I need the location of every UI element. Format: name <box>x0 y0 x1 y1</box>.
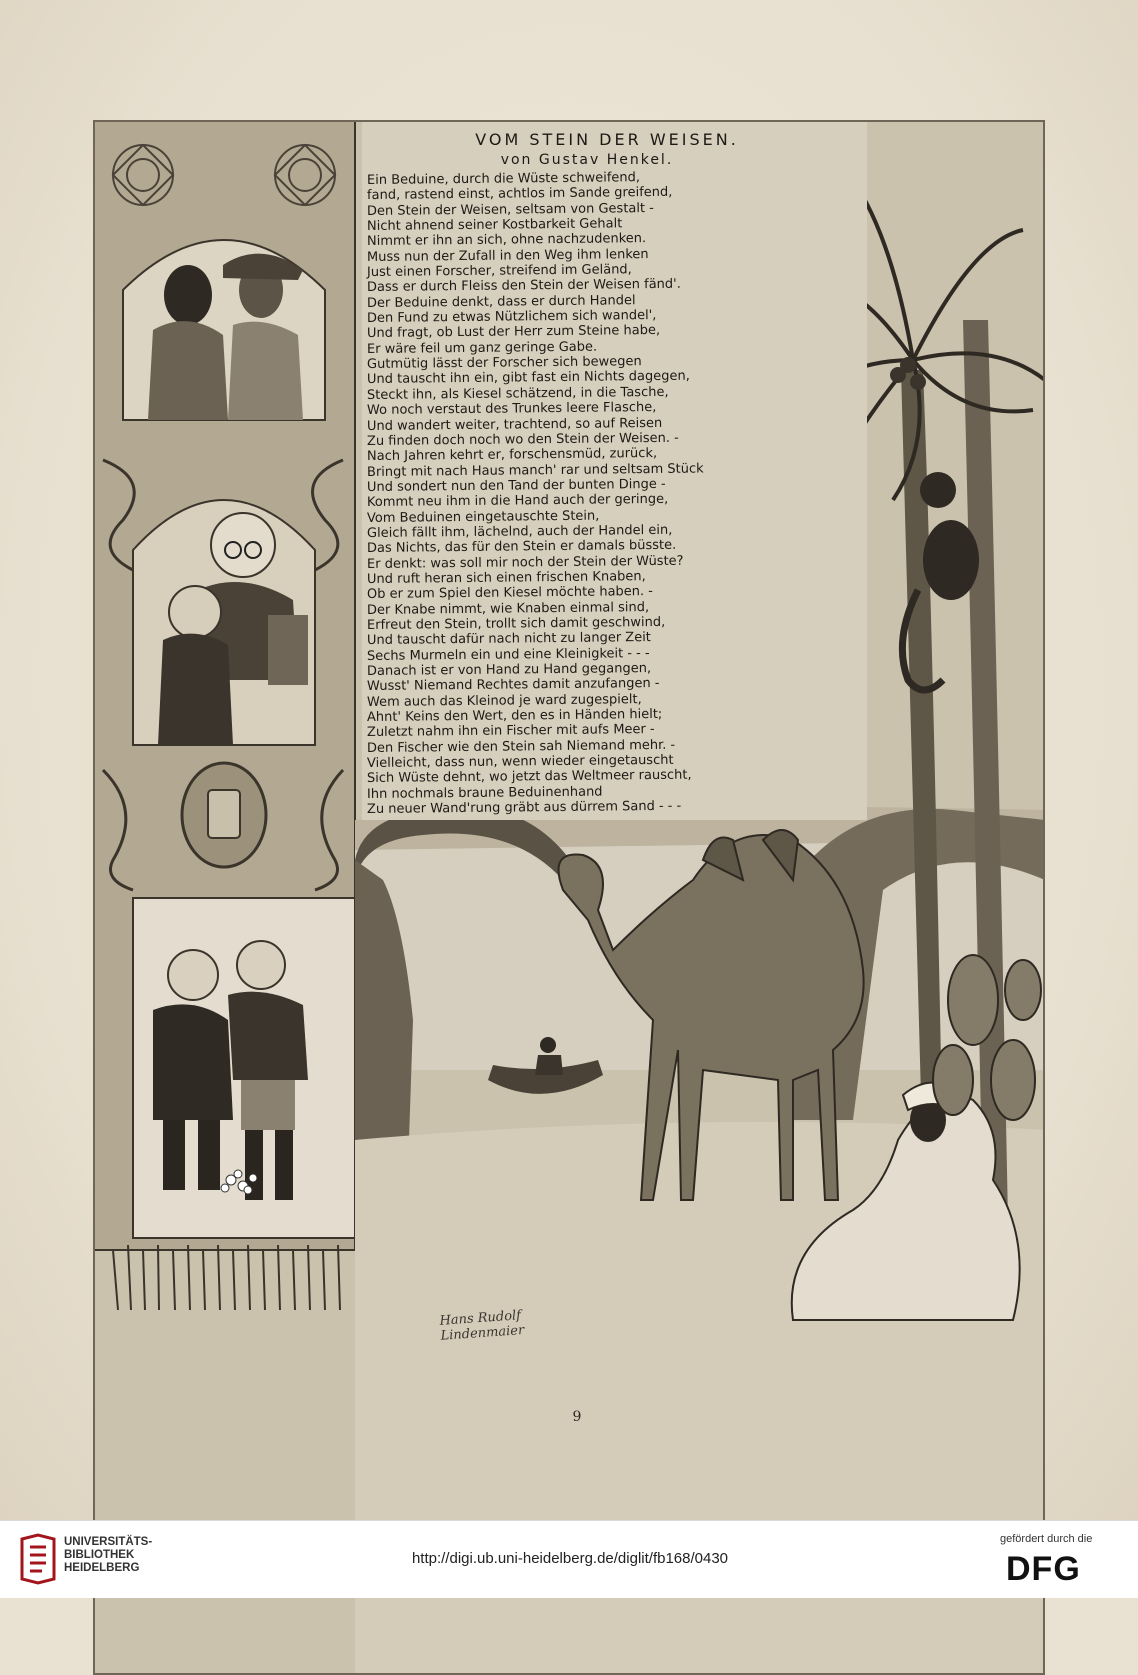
poem-line: Ihn nochmals braune Beduinenhand <box>366 784 603 802</box>
poem-line: Das Nichts, das für den Stein er damals büsste. <box>366 538 677 557</box>
poem-line: Und sondert nun den Tand der bunten Dinge - <box>366 476 666 495</box>
poem-line: Wo noch verstaut des Trunkes leere Flasche, <box>366 400 657 419</box>
poem-line: Sechs Murmeln ein und eine Kleinigkeit - - - <box>366 645 650 664</box>
poem-line: Sich Wüste dehnt, wo jetzt das Weltmeer rauscht, <box>366 768 692 787</box>
university-library-logo[interactable] <box>18 1533 58 1585</box>
poem-line: Gutmütig lässt der Forscher sich bewegen <box>366 354 642 373</box>
poem-line: Er denkt: was soll mir noch der Stein der Wüste? <box>366 553 684 572</box>
poem-line: Den Fischer wie den Stein sah Niemand mehr. - <box>366 737 676 756</box>
poem-line: Der Beduine denkt, dass er durch Handel <box>366 292 636 311</box>
poem-line: Er wäre feil um ganz geringe Gabe. <box>366 339 598 357</box>
library-name-line-3: HEIDELBERG <box>64 1562 140 1574</box>
sponsor-caption: gefördert durch die <box>1000 1533 1093 1545</box>
poem-line: Der Knabe nimmt, wie Knaben einmal sind, <box>366 599 650 618</box>
permalink-url[interactable]: http://digi.ub.uni-heidelberg.de/diglit/fb168/0430 <box>411 1550 729 1567</box>
poem-author: von Gustav Henkel. <box>500 152 674 168</box>
poem-line: Bringt mit nach Haus manch' rar und seltsam Stück <box>366 461 704 480</box>
poem-title: VOM STEIN DER WEISEN. <box>475 130 739 149</box>
poem-line: Wem auch das Kleinod je ward zugespielt, <box>366 691 642 710</box>
poem-line: Vom Beduinen eingetauschte Stein, <box>366 508 600 526</box>
poem-line: Vielleicht, dass nun, wenn wieder eingetauscht <box>366 752 674 772</box>
library-name-line-1: UNIVERSITÄTS- <box>64 1536 153 1548</box>
poem-line: Und tauscht dafür nach nicht zu langer Zeit <box>366 630 651 649</box>
poem-block <box>367 118 867 817</box>
artist-signature: Hans Rudolf Lindenmaier <box>439 1308 525 1344</box>
poem-line: Zuletzt nahm ihn ein Fischer mit aufs Meer - <box>366 722 655 741</box>
poem-line: Und wandert weiter, trachtend, so auf Reisen <box>366 415 663 434</box>
poem-line: Ahnt' Keins den Wert, den es in Händen hielt; <box>366 706 663 726</box>
poem-line: Gleich fällt ihm, lächelnd, auch der Handel ein, <box>366 522 673 541</box>
library-name-line-2: BIBLIOTHEK <box>64 1549 135 1561</box>
dfg-logo[interactable]: DFG <box>1006 1550 1081 1588</box>
poem-line: Den Stein der Weisen, seltsam von Gestalt - <box>366 200 654 219</box>
poem-line: Muss nun der Zufall in den Weg ihm lenken <box>366 246 649 265</box>
poem-line: Ein Beduine, durch die Wüste schweifend, <box>366 170 641 188</box>
poem-line: Nach Jahren kehrt er, forschensmüd, zurück, <box>366 446 658 465</box>
poem-line: Dass er durch Fleiss den Stein der Weisen fänd'. <box>366 277 681 296</box>
poem-lines <box>366 170 867 818</box>
poem-line: Danach ist er von Hand zu Hand gegangen, <box>366 661 652 679</box>
poem-line: Ob er zum Spiel den Kiesel möchte haben. - <box>366 584 654 603</box>
poem-line: Zu finden doch noch wo den Stein der Weisen. - <box>366 430 679 449</box>
poem-line: Den Fund zu etwas Nützlichem sich wandel', <box>366 308 657 327</box>
library-name[interactable] <box>64 1536 204 1575</box>
poem-line: Erfreut den Stein, trollt sich damit geschwind, <box>366 614 666 633</box>
page-number: 9 <box>572 1409 582 1425</box>
poem-line: Zu neuer Wand'rung gräbt aus dürrem Sand - - - <box>366 798 682 818</box>
poem-line: Just einen Forscher, streifend im Geländ, <box>366 262 632 281</box>
poem-line: fand, rastend einst, achtlos im Sande greifend, <box>366 185 673 204</box>
poem-line: Kommt neu ihm in die Hand auch der geringe, <box>366 492 669 511</box>
poem-line: Nimmt er ihn an sich, ohne nachzudenken. <box>366 231 647 250</box>
viewer-footer <box>0 1520 1138 1598</box>
poem-line: Und tauscht ihn ein, gibt fast ein Nichts dagegen, <box>366 369 690 388</box>
poem-line: Steckt ihn, als Kiesel schätzend, in die Tasche, <box>366 384 669 403</box>
poem-line: Und ruft heran sich einen frischen Knaben, <box>366 569 646 587</box>
poem-line: Und fragt, ob Lust der Herr zum Steine habe, <box>366 323 661 342</box>
poem-line: Nicht ahnend seiner Kostbarkeit Gehalt <box>366 216 623 235</box>
poem-line: Wusst' Niemand Rechtes damit anzufangen - <box>366 676 660 695</box>
